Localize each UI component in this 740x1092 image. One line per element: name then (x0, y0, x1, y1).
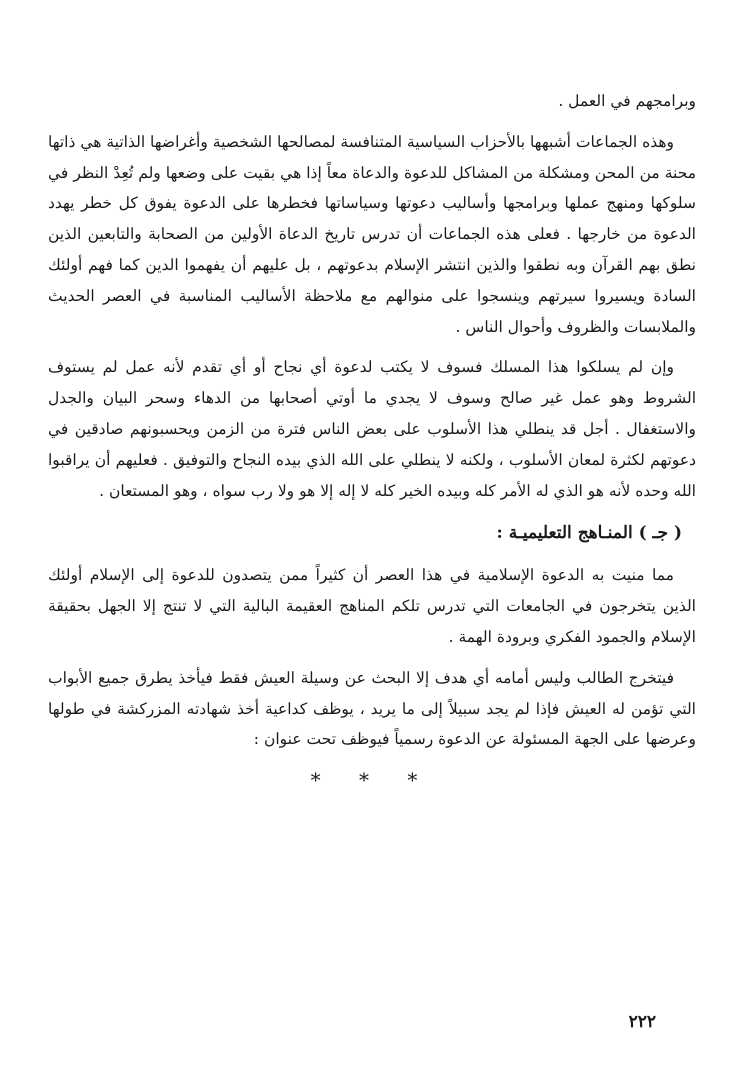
page-number: ٢٢٢ (628, 1012, 656, 1032)
paragraph-graduate-path: فيتخرج الطالب وليس أمامه أي هدف إلا البحث عن وسيلة العيش فقط فيأخذ يطرق جميع الأبواب التي تؤمن له العيش فإذا لم يجد سبيلاً إلى ما يريد ، يوظف كداعية أخذ شهادته المزركشة في طولها وعرضها على الجهة المسئولة عن الدعوة رسمياً فيوظف تحت عنوان : (48, 668, 696, 749)
page-body (48, 86, 696, 795)
paragraph-groups-critique: وهذه الجماعات أشبهها بالأحزاب السياسية المتنافسة لمصالحها الشخصية وأغراضها الذاتية هي ذاتها محنة من المحن ومشكلة من المشاكل للدعوة والدعاة معاً إذا هي بقيت على وضعها ولم تُعِدْ النظر في سلوكها ومنهج عملها وبرامجها وأساليب دعوتها وسياساتها فخطرها على الدعوة يفوق كل خطر يهدد الدعوة من خارجها . فعلى هذه الجماعات أن تدرس تاريخ الدعاة الأولين من الصحابة والتابعين الذين نطق بهم القرآن وبه نطقوا والذين انتشر الإسلام بدعوتهم ، بل عليهم أن يفهموا الدين كما فهم أولئك السادة ويسيروا سيرتهم وينسجوا على منوالهم مع ملاحظة الأساليب المناسبة في العصر الحديث والملابسات والظروف وأحوال الناس . (48, 132, 696, 336)
paragraph-path-warning: وإن لم يسلكوا هذا المسلك فسوف لا يكتب لدعوة أي نجاح أو أي تقدم لأنه عمل لم يستوف الشروط وهو عمل غير صالح وسوف لا يجدي ما أوتي أصحابها من الدهاء وسحر البيان والجدل والاستغفال . أجل قد ينطلي هذا الأسلوب على بعض الناس فترة من الزمن ويحسبونهم صادقين في دعوتهم لكثرة لمعان الأسلوب ، ولكنه لا ينطلي على الله الذي بيده النجاح والتوفيق . فعليهم أن يراقبوا الله وحده لأنه هو الذي له الأمر كله وبيده الخير كله لا إله إلا هو ولا رب سواه ، وهو المستعان . (48, 358, 696, 500)
paragraph-gap (48, 117, 696, 127)
section-separator: * * * (310, 768, 434, 793)
paragraph-gap (48, 342, 696, 352)
paragraph-gap (48, 653, 696, 663)
paragraph-continuation: وبرامجهم في العمل . (558, 92, 696, 110)
paragraph-gap (48, 550, 696, 560)
section-heading-curricula: ( جـ ) المنـاهج التعليميـة : (496, 523, 682, 544)
paragraph-gap (48, 506, 696, 516)
paragraph-curricula-problem: مما منيت به الدعوة الإسلامية في هذا العصر أن كثيراً ممن يتصدون للدعوة إلى الإسلام أولئك الذين يتخرجون في الجامعات التي تدرس تلكم المناهج العقيمة البالية التي لا تنتج إلا الجهل بحقيقة الإسلام والجمود الفكري وبرودة الهمة . (48, 566, 696, 646)
